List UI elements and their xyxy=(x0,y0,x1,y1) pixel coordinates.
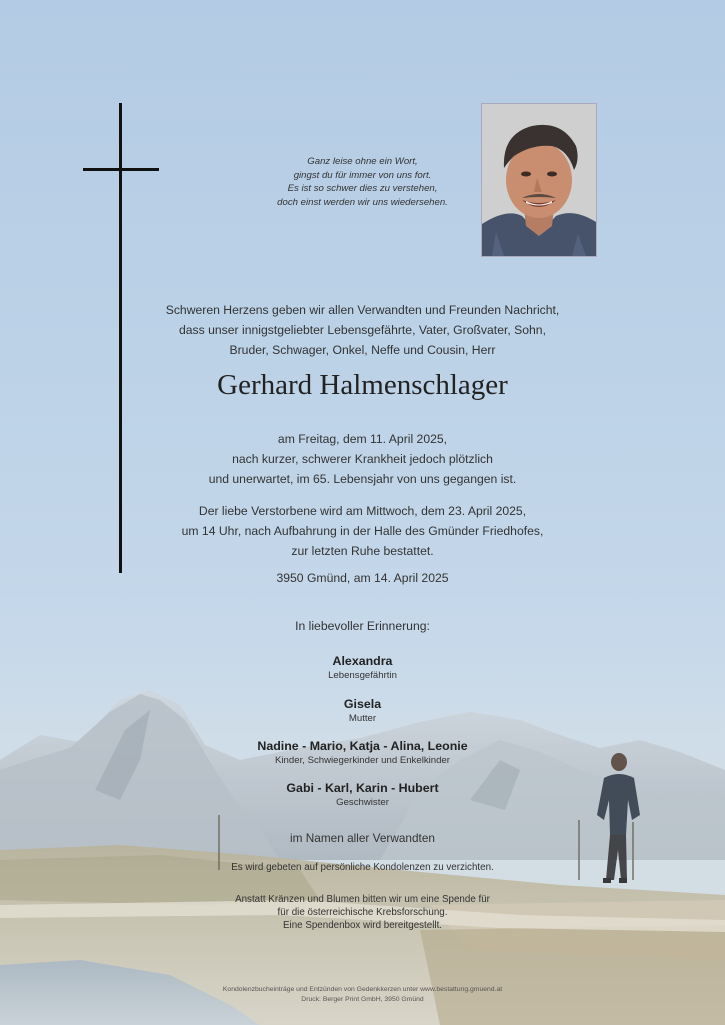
death-notice xyxy=(0,429,725,489)
condolence-note: Es wird gebeten auf persönliche Kondolenzen zu verzichten. xyxy=(231,862,494,873)
mourner-role: Kinder, Schwiegerkinder und Enkelkinder xyxy=(275,755,450,766)
death-notice-line: und unerwartet, im 65. Lebensjahr von uns gegangen ist. xyxy=(208,472,517,486)
intro-line: dass unser innigstgeliebter Lebensgefährte, Vater, Großvater, Sohn, xyxy=(179,323,546,337)
donation-line: Eine Spendenbox wird bereitgestellt. xyxy=(282,920,443,932)
cross-horizontal-bar xyxy=(83,168,159,171)
funeral-notice xyxy=(0,501,725,561)
mourner-names: Gisela xyxy=(343,697,382,711)
intro-text xyxy=(0,300,725,360)
mourner-names: Alexandra xyxy=(332,654,393,668)
death-notice-line: nach kurzer, schwerer Krankheit jedoch plötzlich xyxy=(232,452,493,466)
memory-heading: In liebevoller Erinnerung: xyxy=(295,619,430,633)
donation-line: Anstatt Kränzen und Blumen bitten wir um eine Spende für xyxy=(235,894,490,905)
mourner-names: Nadine - Mario, Katja - Alina, Leonie xyxy=(257,739,468,753)
footer-line: Druck: Berger Print GmbH, 3950 Gmünd xyxy=(301,996,424,1003)
mourner-role: Geschwister xyxy=(336,797,389,808)
funeral-line: Der liebe Verstorbene wird am Mittwoch, dem 23. April 2025, xyxy=(198,504,527,518)
poem-line: Es ist so schwer dies zu verstehen, xyxy=(287,183,438,194)
mourner-role: Mutter xyxy=(348,713,377,724)
poem xyxy=(240,155,485,209)
funeral-line: um 14 Uhr, nach Aufbahrung in der Halle des Gmünder Friedhofes, xyxy=(181,524,544,538)
intro-line: Schweren Herzens geben wir allen Verwandten und Freunden Nachricht, xyxy=(165,303,560,317)
portrait-photo xyxy=(482,104,596,256)
mourner-role: Lebensgefährtin xyxy=(328,670,397,681)
funeral-line: zur letzten Ruhe bestattet. xyxy=(291,544,434,558)
deceased-name: Gerhard Halmenschlager xyxy=(217,369,508,401)
footer xyxy=(0,985,725,1005)
mourner-group xyxy=(0,780,725,810)
behalf-text: im Namen aller Verwandten xyxy=(290,831,435,845)
mourner-group xyxy=(0,696,725,726)
poem-line: gingst du für immer von uns fort. xyxy=(293,169,432,181)
place-date: 3950 Gmünd, am 14. April 2025 xyxy=(276,571,449,585)
intro-line: Bruder, Schwager, Onkel, Neffe und Cousin, Herr xyxy=(229,343,496,357)
mourner-group xyxy=(0,738,725,768)
donation-line: für die österreichische Krebsforschung. xyxy=(277,907,448,919)
poem-line: doch einst werden wir uns wiedersehen. xyxy=(277,196,448,208)
poem-line: Ganz leise ohne ein Wort, xyxy=(307,156,418,167)
footer-line: Kondolenzbucheinträge und Entzünden von Gedenkkerzen unter www.bestattung.gmuend.at xyxy=(222,986,503,993)
mourner-names: Gabi - Karl, Karin - Hubert xyxy=(286,781,439,795)
mourner-group xyxy=(0,653,725,683)
donation-note xyxy=(0,893,725,933)
death-notice-line: am Freitag, dem 11. April 2025, xyxy=(277,432,448,446)
